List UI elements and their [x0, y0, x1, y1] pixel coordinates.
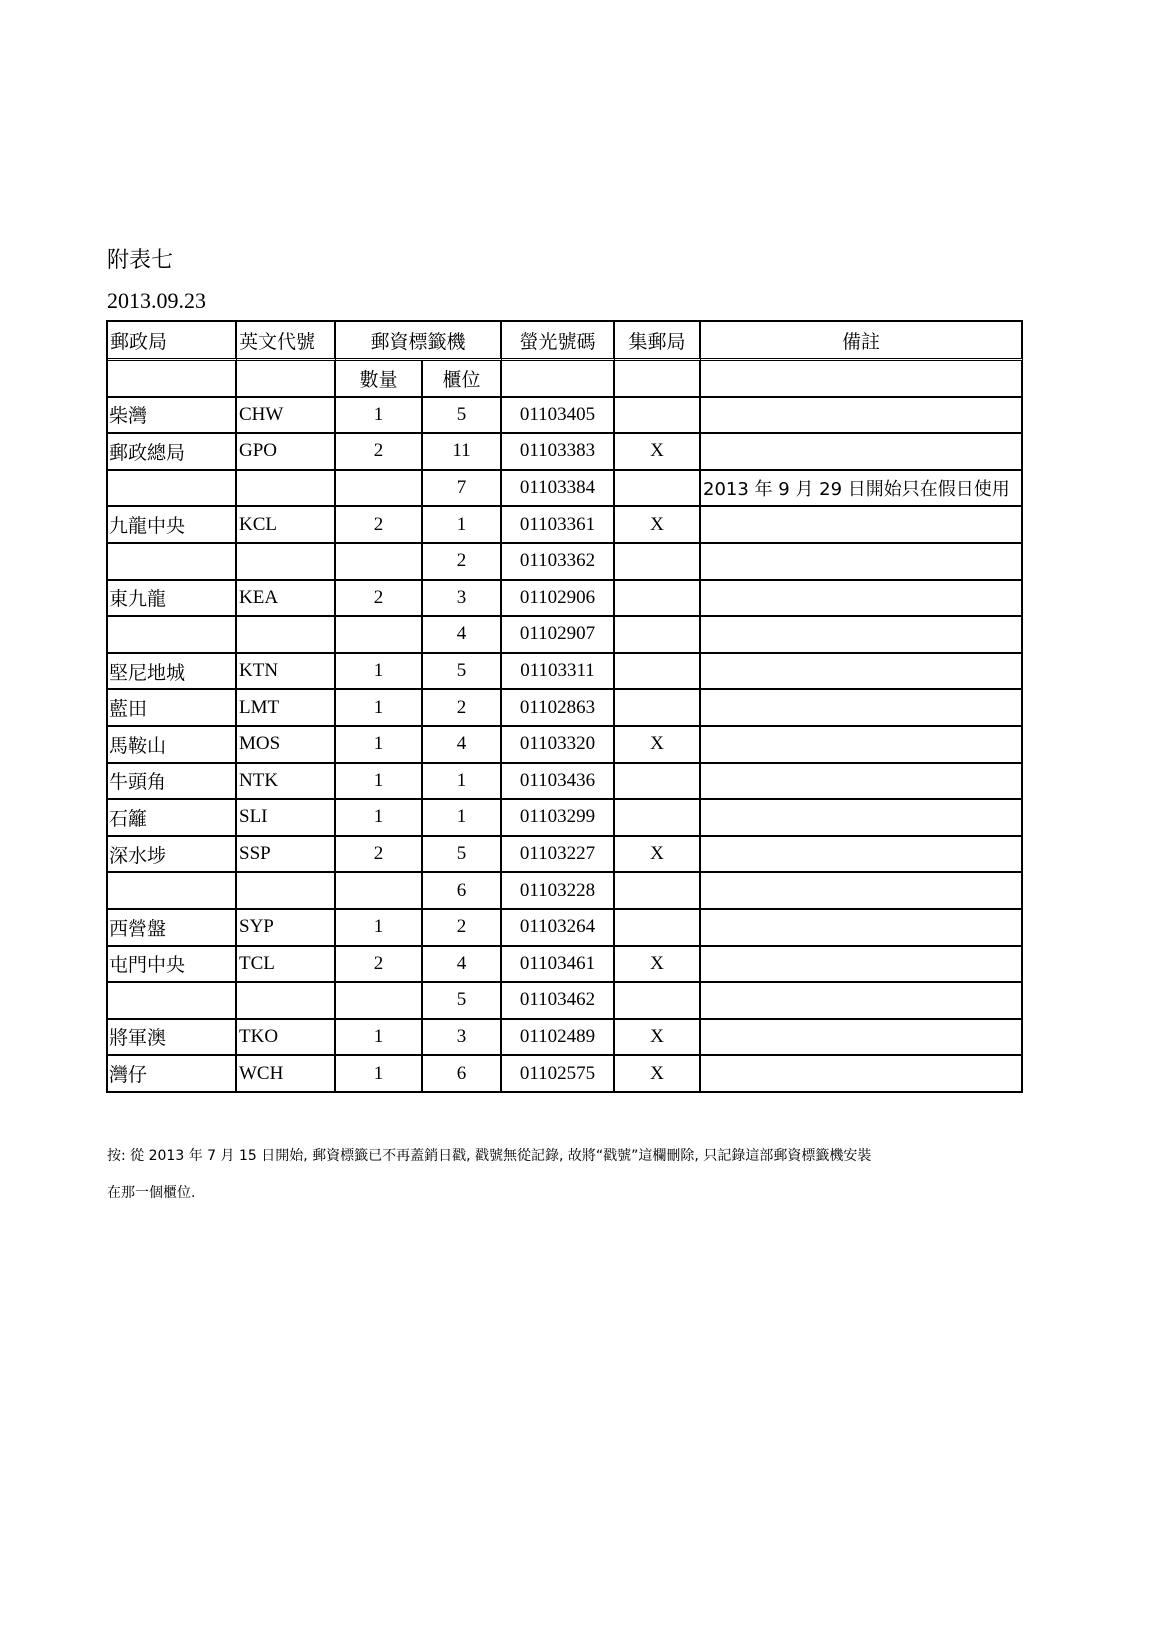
table-row [108, 947, 1023, 984]
cell-number: 01103384 [502, 471, 615, 508]
subheader-empty [108, 361, 237, 398]
cell-quantity: 1 [336, 764, 423, 801]
cell-counter: 5 [423, 398, 502, 435]
cell-collect [615, 544, 701, 581]
cell-counter: 1 [423, 764, 502, 801]
cell-number: 01102489 [502, 1020, 615, 1057]
cell-counter: 5 [423, 837, 502, 874]
header-machine: 郵資標籤機 [336, 322, 502, 361]
cell-quantity: 1 [336, 1056, 423, 1093]
cell-office [108, 471, 237, 508]
cell-office: 藍田 [108, 690, 237, 727]
cell-number: 01103405 [502, 398, 615, 435]
header-office: 郵政局 [108, 322, 237, 361]
cell-counter: 4 [423, 617, 502, 654]
cell-office: 東九龍 [108, 581, 237, 618]
cell-collect [615, 800, 701, 837]
cell-code: SSP [237, 837, 336, 874]
cell-remark [701, 1020, 1023, 1057]
cell-office: 柴灣 [108, 398, 237, 435]
cell-collect [615, 983, 701, 1020]
cell-office: 將軍澳 [108, 1020, 237, 1057]
cell-office [108, 617, 237, 654]
cell-quantity: 1 [336, 654, 423, 691]
cell-code: KEA [237, 581, 336, 618]
cell-code [237, 544, 336, 581]
footnote [107, 1138, 1007, 1212]
cell-number: 01103227 [502, 837, 615, 874]
cell-code: LMT [237, 690, 336, 727]
cell-counter: 6 [423, 873, 502, 910]
cell-number: 01102906 [502, 581, 615, 618]
cell-number: 01103311 [502, 654, 615, 691]
table-row [108, 398, 1023, 435]
cell-remark [701, 434, 1023, 471]
cell-collect: X [615, 837, 701, 874]
cell-code: TKO [237, 1020, 336, 1057]
cell-quantity: 1 [336, 800, 423, 837]
table-row [108, 910, 1023, 947]
cell-collect [615, 617, 701, 654]
cell-number: 01103436 [502, 764, 615, 801]
cell-quantity [336, 983, 423, 1020]
cell-remark [701, 398, 1023, 435]
cell-office [108, 873, 237, 910]
cell-number: 01103461 [502, 947, 615, 984]
cell-quantity: 2 [336, 507, 423, 544]
cell-remark [701, 764, 1023, 801]
subheader-empty [237, 361, 336, 398]
page-title: 附表七 [107, 248, 174, 273]
cell-code [237, 617, 336, 654]
table-row [108, 544, 1023, 581]
cell-office [108, 544, 237, 581]
footnote-line-1: 按: 從 2013 年 7 月 15 日開始, 郵資標籤已不再蓋銷日戳, 戳號無從記錄, 故將“戳號”這欄刪除, 只記錄這部郵資標籤機安裝 [107, 1148, 872, 1164]
cell-office [108, 983, 237, 1020]
cell-remark [701, 507, 1023, 544]
header-code: 英文代號 [237, 322, 336, 361]
cell-code: KTN [237, 654, 336, 691]
cell-remark: 2013 年 9 月 29 日開始只在假日使用 [701, 471, 1023, 508]
header-collect: 集郵局 [615, 322, 701, 361]
document-date: 2013.09.23 [107, 288, 206, 313]
cell-quantity [336, 873, 423, 910]
cell-counter: 4 [423, 727, 502, 764]
cell-remark [701, 837, 1023, 874]
table-subheader-row [108, 361, 1023, 398]
cell-code: SYP [237, 910, 336, 947]
cell-number: 01103299 [502, 800, 615, 837]
cell-quantity: 2 [336, 581, 423, 618]
cell-office: 馬鞍山 [108, 727, 237, 764]
cell-counter: 2 [423, 690, 502, 727]
cell-collect [615, 764, 701, 801]
subheader-empty [701, 361, 1023, 398]
cell-collect [615, 581, 701, 618]
cell-quantity: 1 [336, 727, 423, 764]
cell-remark [701, 727, 1023, 764]
cell-collect: X [615, 434, 701, 471]
cell-collect [615, 471, 701, 508]
table-row [108, 654, 1023, 691]
cell-counter: 1 [423, 800, 502, 837]
cell-remark [701, 800, 1023, 837]
cell-remark [701, 1056, 1023, 1093]
cell-office: 堅尼地城 [108, 654, 237, 691]
cell-office: 牛頭角 [108, 764, 237, 801]
table-row [108, 617, 1023, 654]
cell-code: KCL [237, 507, 336, 544]
cell-counter: 3 [423, 1020, 502, 1057]
table-row [108, 800, 1023, 837]
cell-collect [615, 398, 701, 435]
cell-remark [701, 873, 1023, 910]
cell-counter: 6 [423, 1056, 502, 1093]
cell-collect [615, 873, 701, 910]
cell-collect [615, 654, 701, 691]
cell-office: 石籬 [108, 800, 237, 837]
table-row [108, 690, 1023, 727]
subheader-counter: 櫃位 [423, 361, 502, 398]
table-row [108, 837, 1023, 874]
table-row [108, 727, 1023, 764]
cell-number: 01103383 [502, 434, 615, 471]
cell-code: SLI [237, 800, 336, 837]
cell-code: CHW [237, 398, 336, 435]
header-remark: 備註 [701, 322, 1023, 361]
cell-office: 屯門中央 [108, 947, 237, 984]
cell-number: 01103361 [502, 507, 615, 544]
cell-quantity [336, 544, 423, 581]
cell-counter: 2 [423, 910, 502, 947]
table-row [108, 873, 1023, 910]
subheader-quantity: 數量 [336, 361, 423, 398]
cell-code [237, 983, 336, 1020]
cell-quantity: 1 [336, 910, 423, 947]
cell-counter: 7 [423, 471, 502, 508]
cell-code: TCL [237, 947, 336, 984]
cell-remark [701, 690, 1023, 727]
cell-quantity: 2 [336, 434, 423, 471]
cell-code [237, 873, 336, 910]
cell-code [237, 471, 336, 508]
cell-collect [615, 910, 701, 947]
table-header-row [108, 322, 1023, 361]
table-row [108, 434, 1023, 471]
cell-office: 深水埗 [108, 837, 237, 874]
footnote-line-2: 在那一個櫃位. [107, 1185, 196, 1201]
table-row [108, 1056, 1023, 1093]
cell-quantity [336, 617, 423, 654]
cell-collect: X [615, 1020, 701, 1057]
cell-code: GPO [237, 434, 336, 471]
cell-collect: X [615, 1056, 701, 1093]
cell-number: 01103362 [502, 544, 615, 581]
table-row [108, 1020, 1023, 1057]
table-row [108, 983, 1023, 1020]
cell-counter: 5 [423, 983, 502, 1020]
cell-quantity: 2 [336, 947, 423, 984]
header-number: 螢光號碼 [502, 322, 615, 361]
cell-number: 01102907 [502, 617, 615, 654]
cell-quantity [336, 471, 423, 508]
cell-collect [615, 690, 701, 727]
subheader-empty [502, 361, 615, 398]
cell-counter: 11 [423, 434, 502, 471]
cell-quantity: 1 [336, 398, 423, 435]
cell-code: WCH [237, 1056, 336, 1093]
cell-office: 灣仔 [108, 1056, 237, 1093]
cell-quantity: 2 [336, 837, 423, 874]
cell-counter: 4 [423, 947, 502, 984]
cell-counter: 1 [423, 507, 502, 544]
cell-office: 郵政總局 [108, 434, 237, 471]
cell-quantity: 1 [336, 690, 423, 727]
table-row [108, 764, 1023, 801]
cell-collect: X [615, 507, 701, 544]
table-row [108, 581, 1023, 618]
stamp-machine-table [106, 320, 1023, 1093]
cell-counter: 5 [423, 654, 502, 691]
cell-remark [701, 983, 1023, 1020]
table-row [108, 471, 1023, 508]
cell-remark [701, 654, 1023, 691]
cell-counter: 2 [423, 544, 502, 581]
cell-number: 01103462 [502, 983, 615, 1020]
cell-office: 九龍中央 [108, 507, 237, 544]
table-row [108, 507, 1023, 544]
cell-code: MOS [237, 727, 336, 764]
cell-counter: 3 [423, 581, 502, 618]
cell-number: 01102863 [502, 690, 615, 727]
cell-collect: X [615, 727, 701, 764]
cell-number: 01103320 [502, 727, 615, 764]
cell-code: NTK [237, 764, 336, 801]
cell-office: 西營盤 [108, 910, 237, 947]
cell-collect: X [615, 947, 701, 984]
cell-number: 01102575 [502, 1056, 615, 1093]
cell-remark [701, 910, 1023, 947]
cell-remark [701, 617, 1023, 654]
cell-remark [701, 544, 1023, 581]
cell-number: 01103264 [502, 910, 615, 947]
subheader-empty [615, 361, 701, 398]
cell-quantity: 1 [336, 1020, 423, 1057]
cell-number: 01103228 [502, 873, 615, 910]
cell-remark [701, 947, 1023, 984]
cell-remark [701, 581, 1023, 618]
